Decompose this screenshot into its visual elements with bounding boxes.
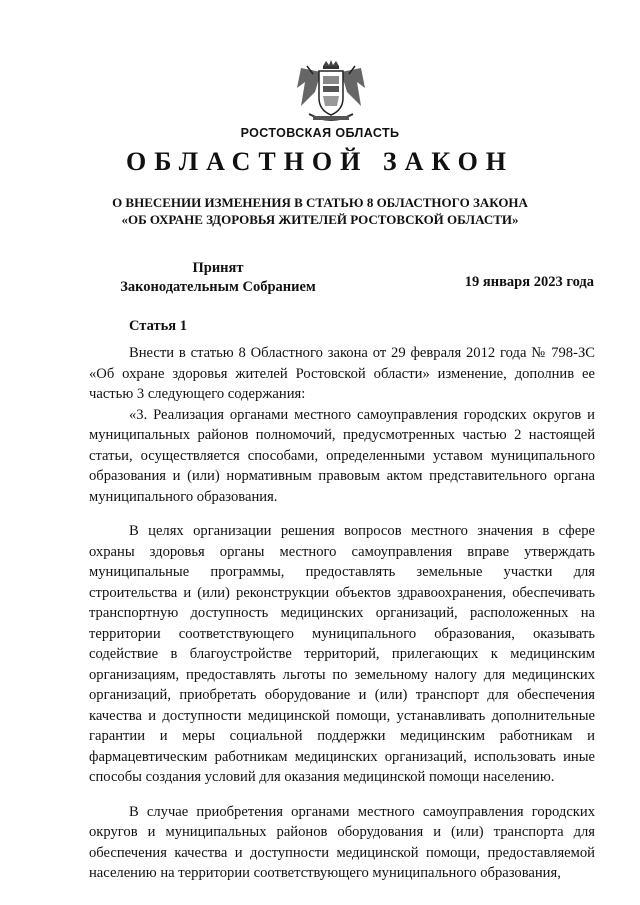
document-title: ОБЛАСТНОЙ ЗАКОН <box>125 147 515 176</box>
adoption-line: Законодательным Собранием <box>120 279 316 295</box>
paragraph: Внести в статью 8 Областного закона от 29 февраля 2012 года № 798-ЗС «Об охране здоровья жителей Ростовской области» изменение, дополнив ее частью 3 следующего содержания: <box>89 345 595 402</box>
article-body <box>89 343 595 884</box>
coat-of-arms-icon <box>291 58 371 128</box>
region-name: РОСТОВСКАЯ ОБЛАСТЬ <box>240 126 400 140</box>
article-heading: Статья 1 <box>129 318 187 334</box>
paragraph: В случае приобретения органами местного самоуправления городских округов и муниципальных районов оборудования и (или) транспорта для обеспечения качества и доступности медицинской помощи, предоставляемой населению на территории соответствующего муниципального образования, <box>89 803 595 881</box>
adoption-line: Принят <box>192 260 244 276</box>
paragraph: В целях организации решения вопросов местного значения в сфере охраны здоровья органы местного самоуправления вправе утверждать муниципальные программы, предоставлять земельные участки для строительства и (или) реконструкции объектов здравоохранения, обеспечивать транспортную доступность медицинских организаций, расположенных на территории соответствующего муниципального образования, оказывать содействие в благоустройстве территорий, прилегающих к медицинским организациям, предоставлять льготы по земельному налогу для медицинских организаций, приобретать оборудование и (или) транспорт для обеспечения качества и доступности медицинской помощи, устанавливать дополнительные гарантии и меры социальной поддержки медицинским работникам и фармацевтическим работникам медицинских организаций, использовать иные способы создания условий для оказания медицинской помощи населению. <box>89 523 595 785</box>
adoption-date: 19 января 2023 года <box>464 274 594 290</box>
subtitle-line: О ВНЕСЕНИИ ИЗМЕНЕНИЯ В СТАТЬЮ 8 ОБЛАСТНОГО ЗАКОНА <box>112 195 528 210</box>
paragraph: «3. Реализация органами местного самоуправления городских округов и муниципальных районов полномочий, предусмотренных частью 2 настоящей статьи, осуществляется способами, определенными уставом муниципального образования и (или) нормативным правовым актом представительного органа муниципального образования. <box>89 406 595 505</box>
adoption-block <box>88 259 348 297</box>
subtitle-line: «ОБ ОХРАНЕ ЗДОРОВЬЯ ЖИТЕЛЕЙ РОСТОВСКОЙ ОБЛАСТИ» <box>121 212 519 227</box>
document-subtitle <box>0 194 640 228</box>
